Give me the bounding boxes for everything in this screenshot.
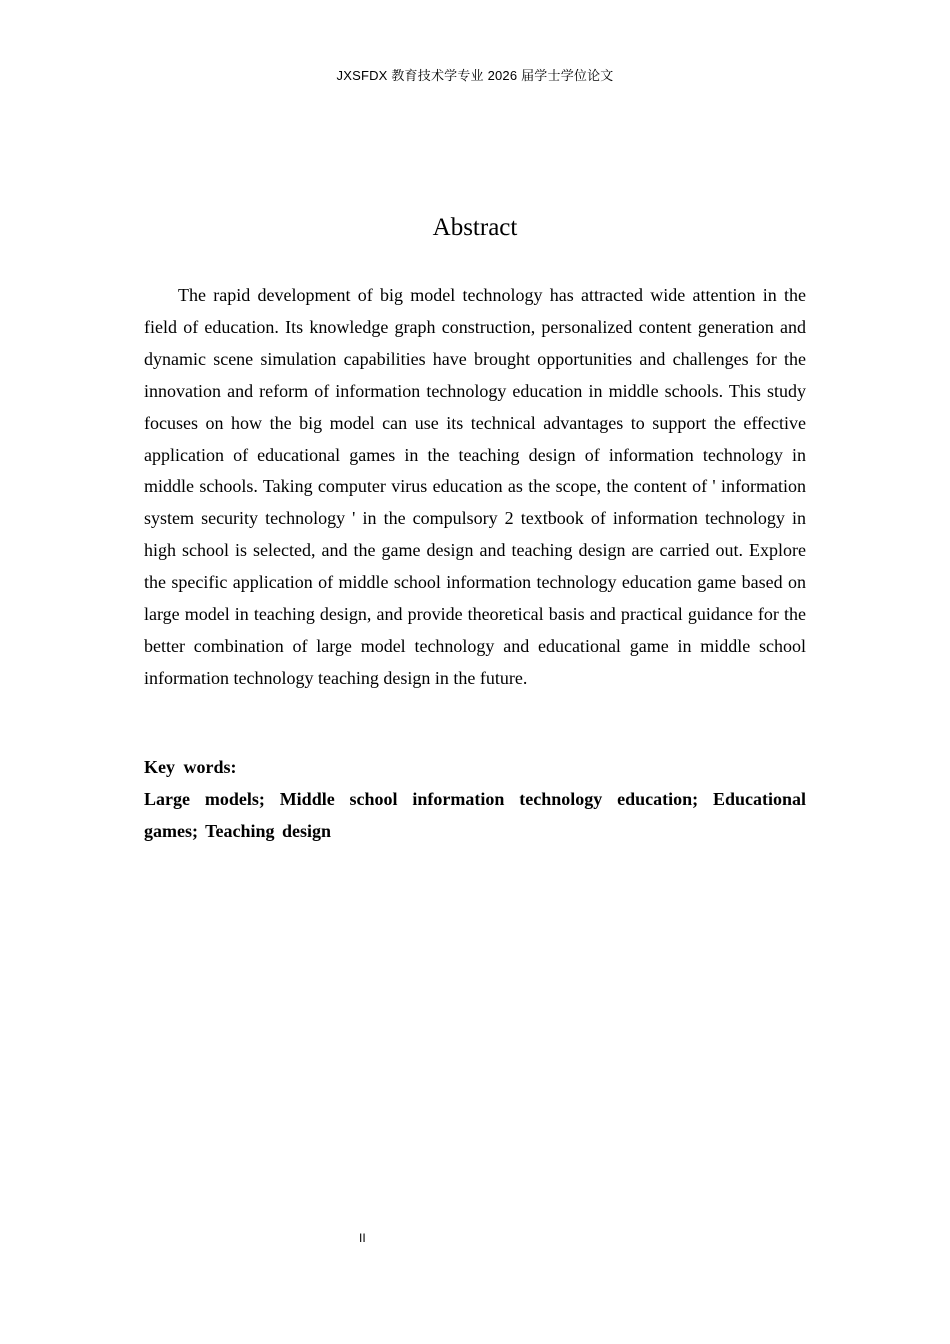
abstract-title: Abstract (432, 214, 518, 241)
keywords-label: Key words: (144, 757, 237, 777)
abstract-body: The rapid development of big model technology has attracted wide attention in the field of education. Its knowledge graph construction, personalized content generation and dynamic scene simulation capabilities have brought opportunities and challenges for the innovation and reform of information technology education in middle schools. This study focuses on how the big model can use its technical advantages to support the effective application of educational games in the teaching design of information technology in middle schools. Taking computer virus education as the scope, the content of ' information system security technology ' in the compulsory 2 textbook of information technology in high school is selected, and the game design and teaching design are carried out. Explore the specific application of middle school information technology education game based on large model in teaching design, and provide theoretical basis and practical guidance for the better combination of large model technology and educational game in middle school information technology teaching design in the future. (144, 285, 806, 688)
page-header: JXSFDX 教育技术学专业 2026 届学士学位论文 (336, 68, 614, 83)
keywords-text: Large models; Middle school information technology education; Educational games; Teaching design (144, 789, 806, 841)
page-number: II (359, 1231, 366, 1245)
